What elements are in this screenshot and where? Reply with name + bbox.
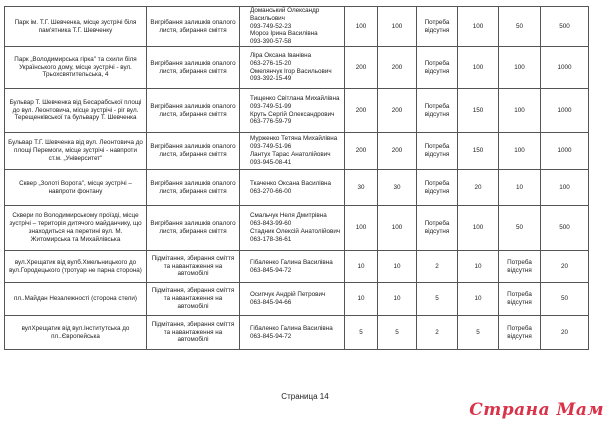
responsible-phone: 063-845-94-72 (250, 332, 292, 340)
value-cell-c4: 100 (345, 7, 378, 47)
location-cell: вул.Хрещатик від вулб.Хмельницького до вул.Городецького (тротуар не парна сторона) (5, 251, 147, 283)
work-type-cell: Вигрібання залишків опалого листя, збирання сміття (147, 47, 240, 89)
responsible-name: Стадник Олексій Анатолійович (250, 228, 341, 235)
value-cell-c8: Потреба відсутня (499, 316, 541, 350)
value-cell-c5: 10 (378, 251, 417, 283)
value-cell-c5: 30 (378, 170, 417, 206)
watermark-logo: Страна Мам (469, 400, 604, 420)
responsible-cell (240, 170, 345, 206)
work-type-cell: Вигрібання залишків опалого листя, збирання сміття (147, 133, 240, 170)
value-cell-c6: Потреба відсутня (417, 7, 458, 47)
table-row (5, 7, 589, 47)
value-cell-c9: 1000 (541, 47, 589, 89)
value-cell-c8: Потреба відсутня (499, 251, 541, 283)
value-cell-c8: 100 (499, 47, 541, 89)
value-cell-c7: 20 (458, 170, 499, 206)
cleanup-schedule-table (4, 6, 589, 350)
value-cell-c7: 100 (458, 206, 499, 251)
responsible-name: Мороз Ірина Василівна (250, 30, 318, 38)
responsible-cell (240, 7, 345, 47)
responsible-phone: 093-945-08-41 (250, 158, 292, 166)
value-cell-c9: 1000 (541, 89, 589, 133)
value-cell-c7: 5 (458, 316, 499, 350)
responsible-name: Доманський Олександр Васильович (250, 7, 320, 22)
location-cell: вулХрещатик від вул.Інститутська до пл..Європейська (5, 316, 147, 350)
responsible-cell (240, 47, 345, 89)
value-cell-c7: 150 (458, 89, 499, 133)
location-cell: Сквери по Володимирському проїзді, місце зустрічі – територія дитячого майданчику, що знаходиться на перетині вул. М. Житомирська та Михайлівська (5, 206, 147, 251)
value-cell-c6: 5 (417, 283, 458, 316)
table-row (5, 170, 589, 206)
value-cell-c4: 200 (345, 133, 378, 170)
location-cell: Парк „Володимирська гірка" та схили біля Українського дому, місце зустрічі - вул. Трьохсвятительська, 4 (5, 47, 147, 89)
value-cell-c9: 500 (541, 206, 589, 251)
value-cell-c9: 500 (541, 7, 589, 47)
value-cell-c4: 10 (345, 283, 378, 316)
value-cell-c6: 2 (417, 251, 458, 283)
responsible-phone: 093-392-15-49 (250, 75, 292, 83)
page-number: Страница 14 (281, 392, 329, 401)
responsible-phone: 063-776-59-79 (250, 118, 292, 126)
value-cell-c9: 100 (541, 170, 589, 206)
table-row (5, 133, 589, 170)
value-cell-c4: 200 (345, 89, 378, 133)
responsible-phone: 093-390-57-58 (250, 38, 292, 46)
value-cell-c8: 10 (499, 170, 541, 206)
location-cell: пл..Майдан Незалежності (сторона стели) (5, 283, 147, 316)
value-cell-c4: 5 (345, 316, 378, 350)
value-cell-c8: 50 (499, 206, 541, 251)
value-cell-c5: 100 (378, 7, 417, 47)
responsible-name: Осипчук Андрій Петрович (250, 291, 326, 299)
responsible-name: Круть Сергій Олександрович (250, 110, 335, 118)
responsible-phone: 063-845-94-66 (250, 299, 292, 306)
value-cell-c5: 200 (378, 133, 417, 170)
responsible-phone: 063-845-94-72 (250, 266, 292, 274)
document-page (4, 6, 588, 350)
table-row (5, 89, 589, 133)
value-cell-c6: Потреба відсутня (417, 89, 458, 133)
table-row (5, 283, 589, 316)
value-cell-c9: 20 (541, 316, 589, 350)
responsible-name: Ліра Оксана Іванівна (250, 51, 312, 59)
value-cell-c4: 200 (345, 47, 378, 89)
responsible-phone: 093-749-52-23 (250, 22, 292, 30)
value-cell-c5: 10 (378, 283, 417, 316)
work-type-cell: Вигрібання залишків опалого листя, збирання сміття (147, 206, 240, 251)
work-type-cell: Підмітання, збирання сміття та навантаження на автомобілі (147, 316, 240, 350)
value-cell-c6: Потреба відсутня (417, 47, 458, 89)
work-type-cell: Вигрібання залишків опалого листя, збирання сміття (147, 89, 240, 133)
responsible-phone: 093-749-51-96 (250, 143, 292, 151)
value-cell-c5: 5 (378, 316, 417, 350)
value-cell-c5: 200 (378, 89, 417, 133)
value-cell-c7: 150 (458, 133, 499, 170)
responsible-cell (240, 251, 345, 283)
value-cell-c4: 30 (345, 170, 378, 206)
value-cell-c8: 50 (499, 7, 541, 47)
value-cell-c8: 100 (499, 89, 541, 133)
value-cell-c8: Потреба відсутня (499, 283, 541, 316)
responsible-name: Мурженко Тетяна Михайлівна (250, 135, 338, 143)
responsible-name: Омелянчук Ігор Васильович (250, 67, 332, 75)
value-cell-c6: Потреба відсутня (417, 133, 458, 170)
work-type-cell: Вигрібання залишків опалого листя, збирання сміття (147, 7, 240, 47)
work-type-cell: Вигрібання залишків опалого листя, збирання сміття (147, 170, 240, 206)
location-cell: Парк ім. Т.Г. Шевченка, місце зустрічі біля пам'ятника Т.Г. Шевченку (5, 7, 147, 47)
responsible-name: Гібаленко Галина Василівна (250, 258, 333, 266)
work-type-cell: Підмітання, збирання сміття та навантаження на автомобілі (147, 283, 240, 316)
value-cell-c6: Потреба відсутня (417, 170, 458, 206)
value-cell-c5: 100 (378, 206, 417, 251)
value-cell-c7: 10 (458, 283, 499, 316)
location-cell: Бульвар Т. Шевченка від Бесарабської площі до вул. Леонтовича, місце зустрічі - ріг вул. Терещенківської та бульвару Т. Шевченка (5, 89, 147, 133)
responsible-name: Смальчук Неля Дмитрівна (250, 212, 327, 220)
responsible-phone: 063-276-15-20 (250, 59, 292, 67)
table-row (5, 316, 589, 350)
responsible-name: Гібаленко Галина Василівна (250, 324, 333, 332)
location-cell: Сквер „Золоті Ворота", місце зустрічі – навпроти фонтану (5, 170, 147, 206)
responsible-cell (240, 283, 345, 316)
responsible-name: Тищенко Світлана Михайлівна (250, 94, 340, 102)
table-row (5, 251, 589, 283)
responsible-cell (240, 133, 345, 170)
value-cell-c5: 200 (378, 47, 417, 89)
responsible-cell (240, 316, 345, 350)
responsible-phone: 093-749-51-99 (250, 102, 292, 110)
responsible-phone: 063-270-66-00 (250, 187, 292, 195)
responsible-name: Лантух Тарас Анатолійович (250, 151, 331, 158)
value-cell-c8: 100 (499, 133, 541, 170)
value-cell-c9: 20 (541, 251, 589, 283)
value-cell-c6: 2 (417, 316, 458, 350)
value-cell-c4: 10 (345, 251, 378, 283)
value-cell-c4: 100 (345, 206, 378, 251)
responsible-phone: 063-843-99-60 (250, 220, 292, 228)
work-type-cell: Підмітання, збирання сміття та навантаження на автомобілі (147, 251, 240, 283)
value-cell-c6: Потреба відсутня (417, 206, 458, 251)
location-cell: Бульвар Т.Г. Шевченка від вул. Леонтовича до площі Перемоги, місце зустрічі - навпроти ст.м. „Університет" (5, 133, 147, 170)
responsible-cell (240, 89, 345, 133)
responsible-name: Ткаченко Оксана Василівна (250, 179, 332, 187)
responsible-phone: 063-178-36-61 (250, 235, 292, 243)
value-cell-c7: 100 (458, 7, 499, 47)
table-row (5, 206, 589, 251)
table-row (5, 47, 589, 89)
value-cell-c9: 50 (541, 283, 589, 316)
responsible-cell (240, 206, 345, 251)
value-cell-c7: 100 (458, 47, 499, 89)
value-cell-c9: 1000 (541, 133, 589, 170)
value-cell-c7: 10 (458, 251, 499, 283)
